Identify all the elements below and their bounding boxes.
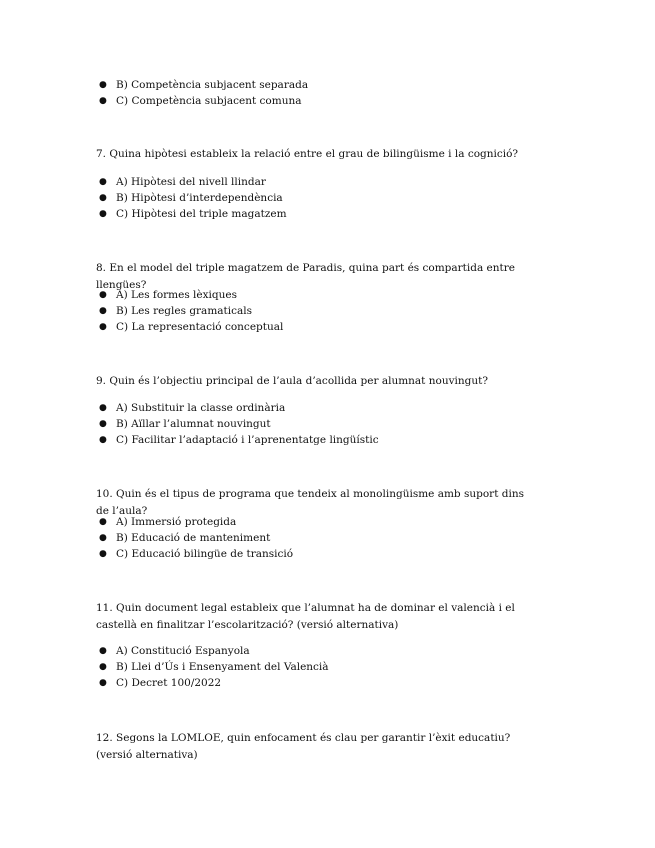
option-text: A) Hipòtesi del nivell llindar (116, 176, 266, 188)
list-item (0, 319, 655, 335)
bullet: ● (99, 646, 107, 656)
list-item (0, 206, 655, 222)
list-item (0, 675, 655, 691)
question-11-options (0, 643, 655, 691)
list-item (0, 190, 655, 206)
list-item (0, 416, 655, 432)
option-text: B) Competència subjacent separada (116, 79, 309, 91)
list-item (0, 400, 655, 416)
question-7-options (0, 174, 655, 222)
option-text: A) Immersió protegida (116, 516, 237, 528)
bullet: ● (99, 678, 107, 688)
list-item (0, 77, 655, 93)
list-item (0, 514, 655, 530)
option-text: B) Educació de manteniment (116, 532, 271, 544)
list-item (0, 432, 655, 448)
list-item (0, 659, 655, 675)
option-text: A) Les formes lèxiques (116, 289, 237, 301)
bullet: ● (99, 419, 107, 429)
question-10: 10. Quin és el tipus de programa que tendeix al monolingüisme amb suport dins de l’aula? (96, 488, 524, 517)
bullet: ● (99, 533, 107, 543)
option-text: C) Facilitar l’adaptació i l’aprenentatge lingüístic (116, 434, 379, 446)
bullet: ● (99, 96, 107, 106)
bullet: ● (99, 322, 107, 332)
bullet: ● (99, 177, 107, 187)
question-7: 7. Quina hipòtesi estableix la relació entre el grau de bilingüisme i la cognició? (96, 148, 519, 160)
question-10-options (0, 514, 655, 562)
question-9: 9. Quin és l’objectiu principal de l’aula d’acollida per alumnat nouvingut? (96, 375, 488, 387)
bullet: ● (99, 193, 107, 203)
question-8: 8. En el model del triple magatzem de Paradis, quina part és compartida entre llengües? (96, 262, 515, 291)
option-text: C) Decret 100/2022 (116, 677, 222, 689)
bullet: ● (99, 435, 107, 445)
question-9-options (0, 400, 655, 448)
list-item (0, 530, 655, 546)
bullet: ● (99, 517, 107, 527)
list-item (0, 303, 655, 319)
list-item (0, 93, 655, 109)
bullet: ● (99, 662, 107, 672)
intro-options (0, 77, 655, 109)
bullet: ● (99, 209, 107, 219)
bullet: ● (99, 403, 107, 413)
list-item (0, 287, 655, 303)
question-11: 11. Quin document legal estableix que l’alumnat ha de dominar el valencià i el castellà en finalitzar l’escolarització? (versió alternativa) (96, 602, 515, 631)
question-12: 12. Segons la LOMLOE, quin enfocament és clau per garantir l’èxit educatiu? (versió alternativa) (96, 732, 511, 761)
bullet: ● (99, 80, 107, 90)
list-item (0, 174, 655, 190)
option-text: B) Llei d’Ús i Ensenyament del Valencià (116, 661, 329, 673)
list-item (0, 546, 655, 562)
question-8-options (0, 287, 655, 335)
bullet: ● (99, 290, 107, 300)
option-text: C) Hipòtesi del triple magatzem (116, 208, 287, 220)
bullet: ● (99, 549, 107, 559)
option-text: C) Educació bilingüe de transició (116, 548, 294, 560)
option-text: B) Hipòtesi d’interdependència (116, 192, 283, 204)
option-text: A) Constitució Espanyola (116, 645, 250, 657)
option-text: B) Les regles gramaticals (116, 305, 252, 317)
bullet: ● (99, 306, 107, 316)
option-text: C) Competència subjacent comuna (116, 95, 302, 107)
option-text: C) La representació conceptual (116, 321, 284, 333)
option-text: A) Substituir la classe ordinària (116, 402, 286, 414)
option-text: B) Aïllar l’alumnat nouvingut (116, 418, 271, 430)
list-item (0, 643, 655, 659)
